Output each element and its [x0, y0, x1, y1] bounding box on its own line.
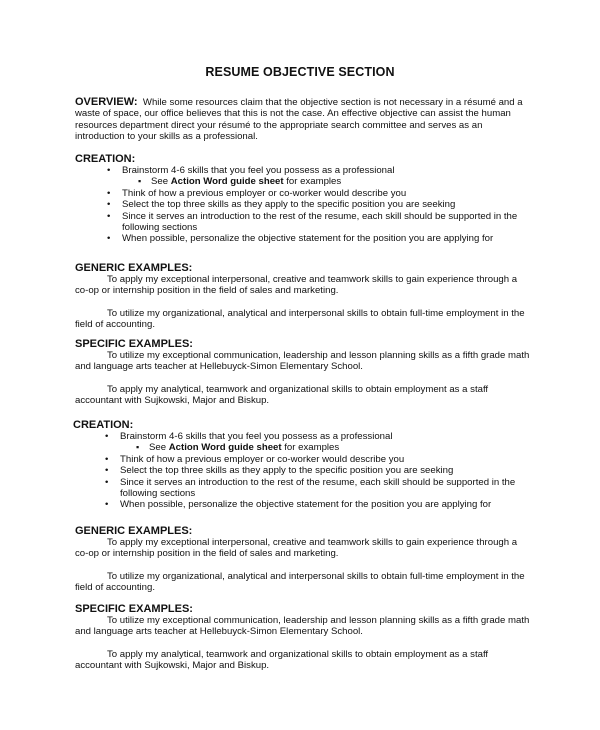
- subitem-suffix: for examples: [283, 176, 342, 188]
- overview-heading: OVERVIEW:: [75, 96, 138, 108]
- specific-example-1: To utilize my exceptional communication, leadership and lesson planning skills as a fifth grade math and language arts teacher at Hellebuyck-Simon Elementary School.: [75, 350, 530, 373]
- subitem-prefix: See: [151, 176, 171, 188]
- overview-section: [75, 97, 530, 143]
- list-item: • Since it serves an introduction to the rest of the resume, each skill should be supported in the following sections: [75, 211, 530, 234]
- creation-section-1: [75, 153, 530, 245]
- list-item: • Brainstorm 4-6 skills that you feel you possess as a professional: [75, 165, 530, 176]
- subitem-prefix: See: [149, 442, 169, 454]
- overview-text: While some resources claim that the objective section is not necessary in a résumé and a waste of space, our office believes that this is not the case. An effective objective can assist the human resources department direct your résumé to the appropriate search committee and serves as an introduction to your skills as a professional.: [75, 97, 523, 143]
- specific-examples-heading: SPECIFIC EXAMPLES:: [75, 338, 193, 350]
- list-item: • Think of how a previous employer or co-worker would describe you: [73, 454, 528, 465]
- list-item: • Brainstorm 4-6 skills that you feel you possess as a professional: [73, 431, 528, 442]
- list-item: • When possible, personalize the objective statement for the position you are applying for: [75, 233, 530, 244]
- generic-example-2: To utilize my organizational, analytical and interpersonal skills to obtain full-time employment in the field of accounting.: [75, 570, 525, 594]
- list-item: • Select the top three skills as they apply to the specific position you are seeking: [73, 465, 528, 476]
- generic-examples-section-1: [75, 262, 530, 331]
- specific-examples-section-1: [75, 338, 530, 407]
- generic-examples-section-2: [75, 525, 530, 594]
- specific-examples-heading: SPECIFIC EXAMPLES:: [75, 603, 193, 615]
- subitem-suffix: for examples: [281, 442, 340, 454]
- specific-example-1: To utilize my exceptional communication, leadership and lesson planning skills as a fifth grade math and language arts teacher at Hellebuyck-Simon Elementary School.: [75, 615, 530, 638]
- generic-example-2: To utilize my organizational, analytical and interpersonal skills to obtain full-time employment in the field of accounting.: [75, 307, 525, 331]
- specific-examples-section-2: [75, 603, 530, 672]
- list-item: • Think of how a previous employer or co-worker would describe you: [75, 188, 530, 199]
- generic-examples-heading: GENERIC EXAMPLES:: [75, 262, 193, 274]
- list-item: • Select the top three skills as they apply to the specific position you are seeking: [75, 199, 530, 210]
- creation-heading: CREATION:: [75, 153, 136, 165]
- creation-section-2: [73, 419, 528, 511]
- action-word-guide-ref: Action Word guide sheet: [170, 176, 284, 188]
- page-title: RESUME OBJECTIVE SECTION: [205, 65, 395, 79]
- specific-example-2: To apply my analytical, teamwork and organizational skills to obtain employment as a staff accountant with Sujkowski, Major and Biskup.: [75, 648, 489, 672]
- generic-examples-heading: GENERIC EXAMPLES:: [75, 525, 193, 537]
- specific-example-2: To apply my analytical, teamwork and organizational skills to obtain employment as a staff accountant with Sujkowski, Major and Biskup.: [75, 383, 489, 407]
- list-item: • When possible, personalize the objective statement for the position you are applying for: [73, 499, 528, 510]
- creation-list: [75, 165, 530, 245]
- action-word-guide-ref: Action Word guide sheet: [168, 442, 282, 454]
- generic-example-1: To apply my exceptional interpersonal, creative and teamwork skills to gain experience through a co-op or internship position in the field of sales and marketing.: [75, 274, 518, 297]
- creation-list: [73, 431, 528, 511]
- list-item: • Since it serves an introduction to the rest of the resume, each skill should be supported in the following sections: [73, 477, 528, 500]
- creation-heading: CREATION:: [73, 419, 134, 431]
- list-subitem: [75, 176, 530, 187]
- list-subitem: [73, 442, 528, 453]
- generic-example-1: To apply my exceptional interpersonal, creative and teamwork skills to gain experience through a co-op or internship position in the field of sales and marketing.: [75, 537, 518, 560]
